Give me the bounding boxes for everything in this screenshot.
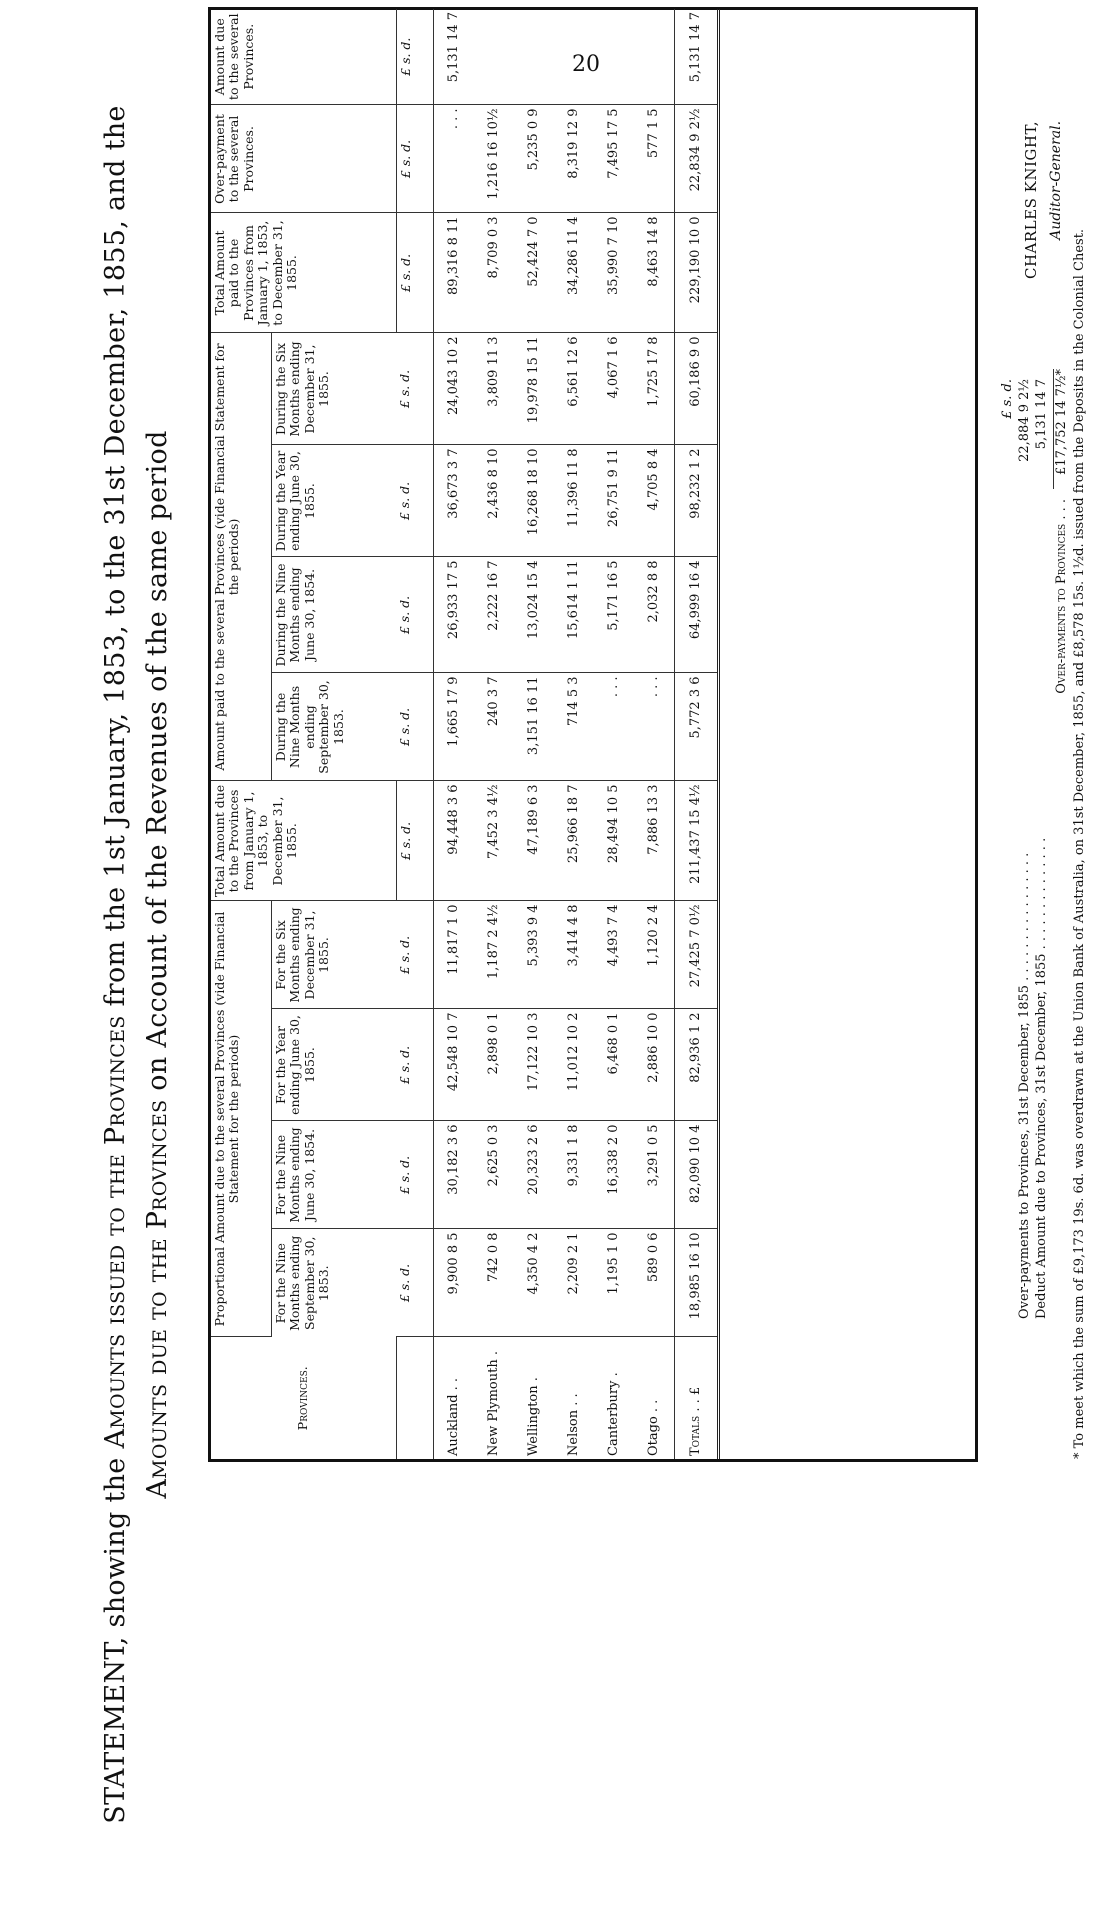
table-cell: 11,012 10 2 [554, 1009, 594, 1121]
table-cell: 9,900 8 5 [433, 1229, 474, 1337]
statement-title-line-2: Amounts due to the Provinces on Account of the Revenues of the same period [142, 430, 173, 1499]
table-cell: 3,809 11 3 [474, 333, 514, 445]
table-cell [474, 9, 514, 105]
units-cell: £ s. d. [396, 9, 433, 105]
total-cell: 82,090 10 4 [674, 1121, 718, 1229]
table-cell: 1,725 17 8 [634, 333, 675, 445]
header-provinces: Provinces. [211, 1337, 396, 1459]
header-paid-period-3: During the Year ending June 30, 1855. [272, 445, 397, 557]
header-prop-period-2: For the Nine Months ending June 30, 1854. [272, 1121, 397, 1229]
statement-table [211, 9, 720, 1459]
total-cell: 211,437 15 4½ [674, 781, 718, 901]
header-paid-group: Amount paid to the several Provinces (vide Financial Statement for the periods) [211, 333, 272, 781]
totals-row [674, 9, 718, 1459]
table-cell: 8,463 14 8 [634, 213, 675, 333]
header-prop-period-1: For the Nine Months ending September 30, 1853. [273, 1235, 332, 1331]
summary-units: £ s. d. [1000, 379, 1015, 419]
table-cell: 5,171 16 5 [594, 557, 634, 673]
table-cell: 26,751 9 11 [594, 445, 634, 557]
table-cell: 47,189 6 3 [514, 781, 554, 901]
table-cell: 1,195 1 0 [594, 1229, 634, 1337]
units-cell: £ s. d. [396, 213, 433, 333]
table-cell: 2,625 0 3 [474, 1121, 514, 1229]
table-row [514, 9, 554, 1459]
summary-line-label: Deduct Amount due to Provinces, 31st December, 1855 . . . . . . . . . . . . . . [1033, 837, 1049, 1319]
table-cell: 5,131 14 7 [433, 9, 474, 105]
table-row [433, 9, 474, 1459]
header-prop-period-4: For the Six Months ending December 31, 1855. [272, 901, 397, 1009]
units-cell: £ s. d. [396, 901, 433, 1009]
table-cell: 240 3 7 [474, 673, 514, 781]
table-cell [554, 9, 594, 105]
table-cell: 8,709 0 3 [474, 213, 514, 333]
table-cell: 2,898 0 1 [474, 1009, 514, 1121]
table-cell: 1,665 17 9 [433, 673, 474, 781]
totals-label: Totals . . £ [674, 1337, 718, 1459]
table-cell: 42,548 10 7 [433, 1009, 474, 1121]
units-cell: £ s. d. [396, 1009, 433, 1121]
province-name: Nelson . . [566, 1393, 581, 1456]
table-cell: 17,122 10 3 [514, 1009, 554, 1121]
table-cell: 8,319 12 9 [554, 105, 594, 213]
total-cell: 5,131 14 7 [674, 9, 718, 105]
table-cell: 20,323 2 6 [514, 1121, 554, 1229]
total-cell: 98,232 1 2 [674, 445, 718, 557]
table-cell: 7,452 3 4½ [474, 781, 514, 901]
table-cell [594, 9, 634, 105]
page-number: 20 [572, 52, 600, 77]
table-cell: 2,209 2 1 [554, 1229, 594, 1337]
total-cell: 229,190 10 0 [674, 213, 718, 333]
table-cell: 1,216 16 10½ [474, 105, 514, 213]
table-row [474, 9, 514, 1459]
header-proportional-group: Proportional Amount due to the several Provinces (vide Financial Statement for the periods) [211, 901, 272, 1337]
table-cell: 2,886 10 0 [634, 1009, 675, 1121]
table-cell: 26,933 17 5 [433, 557, 474, 673]
header-paid-period-2: During the Nine Months ending June 30, 1854. [272, 557, 397, 673]
units-cell: £ s. d. [396, 673, 433, 781]
table-cell: 15,614 1 11 [554, 557, 594, 673]
header-prop-period-3: For the Year ending June 30, 1855. [272, 1009, 397, 1121]
header-total-paid: Total Amount paid to the Provinces from January 1, 1853, to December 31, 1855. [211, 213, 396, 333]
table-row [634, 9, 675, 1459]
table-cell: 714 5 3 [554, 673, 594, 781]
summary-line-amount: 5,131 14 7 [1033, 379, 1049, 450]
summary-line-label: Over-payments to Provinces, 31st December, 1855 . . . . . . . . . . . . . . . . [1016, 852, 1032, 1319]
units-cell: £ s. d. [396, 557, 433, 673]
footnote: * To meet which the sum of £9,173 19s. 6d. was overdrawn at the Union Bank of Australia, on 31st December, 1855, and £8,578 15s. 1½d. issued from the Deposits in the Colonial Chest. [1072, 228, 1087, 1459]
table-row [554, 9, 594, 1459]
total-cell: 22,834 9 2½ [674, 105, 718, 213]
table-cell: 4,705 8 4 [634, 445, 675, 557]
header-amount-due: Amount due to the several Provinces. [211, 9, 396, 105]
table-cell: 94,448 3 6 [433, 781, 474, 901]
total-cell: 18,985 16 10 [674, 1229, 718, 1337]
table-cell: 25,966 18 7 [554, 781, 594, 901]
header-total-due: Total Amount due to the Provinces from January 1, 1853, to December 31, 1855. [211, 781, 396, 901]
table-cell: 742 0 8 [474, 1229, 514, 1337]
table-cell: 3,291 0 5 [634, 1121, 675, 1229]
units-blank [396, 1337, 433, 1459]
statement-title-line-1: STATEMENT, showing the Amounts issued to the Provinces from the 1st January, 1853, to the 31st December, 1855, and the [100, 105, 131, 1824]
units-cell: £ s. d. [396, 105, 433, 213]
header-overpayment: Over-payment to the several Provinces. [211, 105, 396, 213]
table-cell: 4,493 7 4 [594, 901, 634, 1009]
summary-total-label: Over-payments to Provinces . . . [1053, 499, 1069, 694]
table-cell: 52,424 7 0 [514, 213, 554, 333]
table-cell [514, 9, 554, 105]
units-cell: £ s. d. [396, 781, 433, 901]
signature-block [1022, 121, 1064, 279]
units-cell: £ s. d. [396, 445, 433, 557]
province-name: Auckland . . [446, 1377, 461, 1456]
total-cell: 64,999 16 4 [674, 557, 718, 673]
table-cell [634, 9, 675, 105]
province-name: New Plymouth . [486, 1351, 501, 1456]
total-cell: 60,186 9 0 [674, 333, 718, 445]
table-cell: 4,350 4 2 [514, 1229, 554, 1337]
table-cell: 11,396 11 8 [554, 445, 594, 557]
table-cell: 24,043 10 2 [433, 333, 474, 445]
table-cell: 2,436 8 10 [474, 445, 514, 557]
table-cell: 35,990 7 10 [594, 213, 634, 333]
units-cell: £ s. d. [396, 1121, 433, 1229]
table-cell: 577 1 5 [634, 105, 675, 213]
table-cell: 3,151 16 11 [514, 673, 554, 781]
signatory-title: Auditor-General. [1048, 120, 1064, 240]
total-cell: 82,936 1 2 [674, 1009, 718, 1121]
table-cell: 11,817 1 0 [433, 901, 474, 1009]
table-cell: 16,338 2 0 [594, 1121, 634, 1229]
header-paid-period-1: During the Nine Months ending September 30, 1853. [272, 673, 397, 781]
signatory-name: CHARLES KNIGHT, [1022, 120, 1040, 279]
statement-table-frame [208, 7, 978, 1462]
table-cell: 5,393 9 4 [514, 901, 554, 1009]
table-cell: 3,414 4 8 [554, 901, 594, 1009]
table-cell: 30,182 3 6 [433, 1121, 474, 1229]
province-name: Otago . . [646, 1399, 661, 1456]
table-cell: . . . [594, 673, 634, 781]
table-cell: . . . [433, 105, 474, 213]
summary-line-amount: 22,884 9 2½ [1016, 379, 1032, 462]
table-cell: 28,494 10 5 [594, 781, 634, 901]
table-cell: 7,495 17 5 [594, 105, 634, 213]
province-name: Canterbury . [606, 1372, 621, 1456]
province-name: Wellington . [526, 1377, 541, 1456]
table-cell: 19,978 15 11 [514, 333, 554, 445]
table-cell: 16,268 18 10 [514, 445, 554, 557]
table-cell: 6,468 0 1 [594, 1009, 634, 1121]
table-cell: 36,673 3 7 [433, 445, 474, 557]
units-cell: £ s. d. [396, 333, 433, 445]
total-cell: 5,772 3 6 [674, 673, 718, 781]
overpayment-summary [1000, 369, 1071, 1319]
table-cell: 89,316 8 11 [433, 213, 474, 333]
summary-total-amount: £17,752 14 7½* [1053, 369, 1071, 489]
total-cell: 27,425 7 0½ [674, 901, 718, 1009]
header-paid-period-4: During the Six Months ending December 31, 1855. [272, 333, 397, 445]
table-cell: 1,120 2 4 [634, 901, 675, 1009]
table-cell: 1,187 2 4½ [474, 901, 514, 1009]
table-cell: 13,024 15 4 [514, 557, 554, 673]
table-cell: 2,032 8 8 [634, 557, 675, 673]
units-cell: £ s. d. [396, 1229, 433, 1337]
table-cell: 34,286 11 4 [554, 213, 594, 333]
table-cell: 5,235 0 9 [514, 105, 554, 213]
table-cell: 7,886 13 3 [634, 781, 675, 901]
table-row [594, 9, 634, 1459]
table-cell: 589 0 6 [634, 1229, 675, 1337]
table-cell: 9,331 1 8 [554, 1121, 594, 1229]
table-cell: 6,561 12 6 [554, 333, 594, 445]
table-cell: . . . [634, 673, 675, 781]
table-cell: 2,222 16 7 [474, 557, 514, 673]
table-cell: 4,067 1 6 [594, 333, 634, 445]
